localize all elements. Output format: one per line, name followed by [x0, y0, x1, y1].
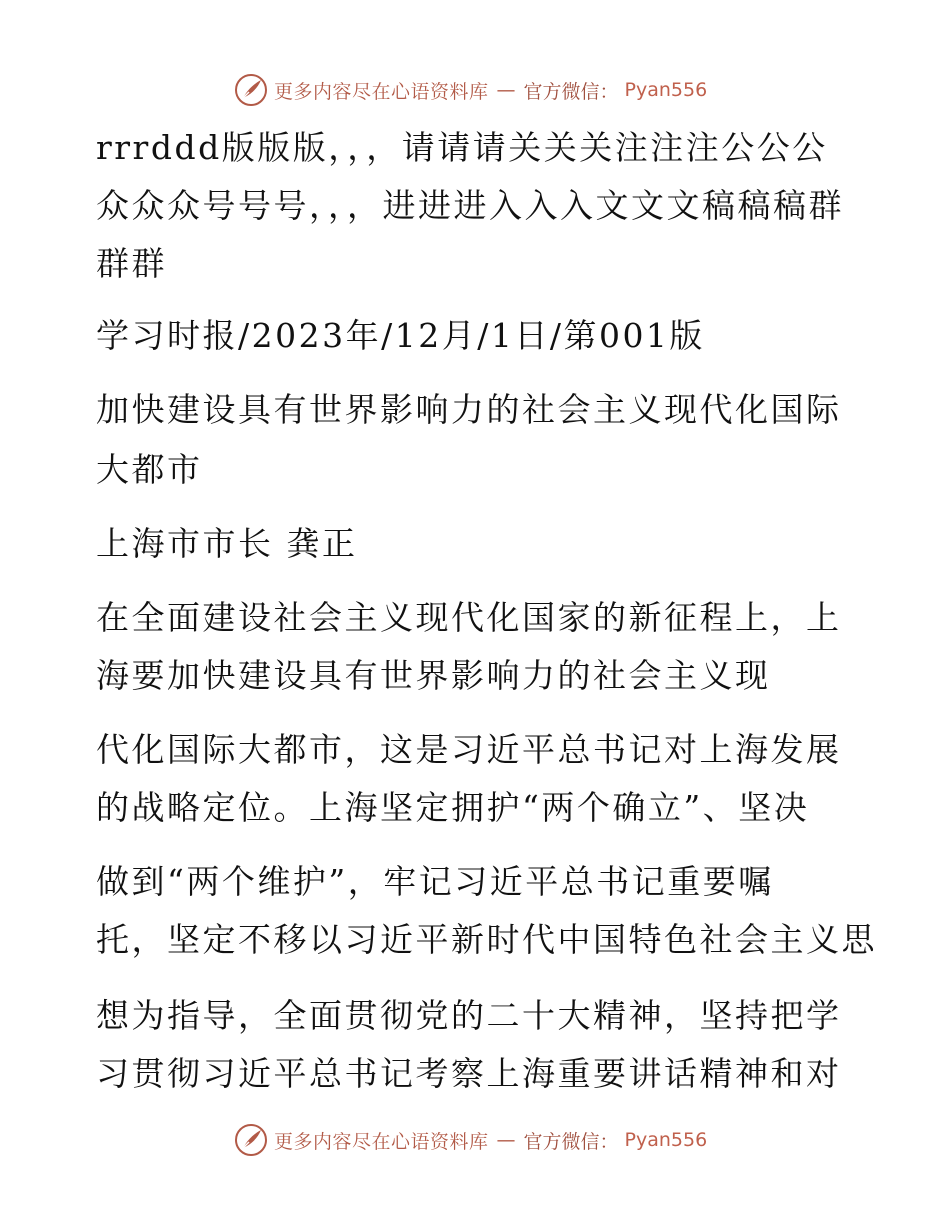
- watermark-wechat-label: 官方微信：: [523, 1130, 619, 1153]
- watermark-dash: —: [496, 1129, 516, 1151]
- quill-logo-icon: [234, 1123, 268, 1157]
- article-title: 加快建设具有世界影响力的社会主义现代化国际: [96, 390, 842, 429]
- watermark-dash: —: [496, 79, 516, 101]
- text-line: 群群: [96, 244, 167, 283]
- text-line: 在全面建设社会主义现代化国家的新征程上，上: [96, 598, 842, 637]
- text-line: 做到“两个维护”，牢记习近平总书记重要嘱: [96, 862, 774, 901]
- text-line: 代化国际大都市，这是习近平总书记对上海发展: [96, 730, 842, 769]
- text-line: 习贯彻习近平总书记考察上海重要讲话精神和对: [96, 1054, 842, 1093]
- publication-line: 学习时报/2023年/12月/1日/第001版: [96, 316, 705, 355]
- author-line: 上海市市长 龚正: [96, 524, 358, 563]
- quill-logo-icon: [234, 73, 268, 107]
- header-watermark: [234, 72, 707, 108]
- text-line: 托，坚定不移以习近平新时代中国特色社会主义思: [96, 920, 877, 959]
- text-line: 的战略定位。上海坚定拥护“两个确立”、坚决: [96, 788, 810, 827]
- watermark-wechat-id: Pyan556: [624, 79, 708, 101]
- watermark-wechat-id: Pyan556: [624, 1129, 708, 1151]
- article-title-cont: 大都市: [96, 450, 203, 489]
- watermark-site-text: 更多内容尽在心语资料库: [274, 80, 489, 103]
- footer-watermark: [234, 1122, 707, 1158]
- text-line: 海要加快建设具有世界影响力的社会主义现: [96, 656, 771, 695]
- text-line: rrrddd版版版，，，请请请关关关注注注公公公: [96, 128, 828, 167]
- text-line: 想为指导，全面贯彻党的二十大精神，坚持把学: [96, 996, 842, 1035]
- watermark-site-text: 更多内容尽在心语资料库: [274, 1130, 489, 1153]
- watermark-wechat-label: 官方微信：: [523, 80, 619, 103]
- text-line: 众众众号号号，，，进进进入入入文文文稿稿稿群: [96, 186, 844, 225]
